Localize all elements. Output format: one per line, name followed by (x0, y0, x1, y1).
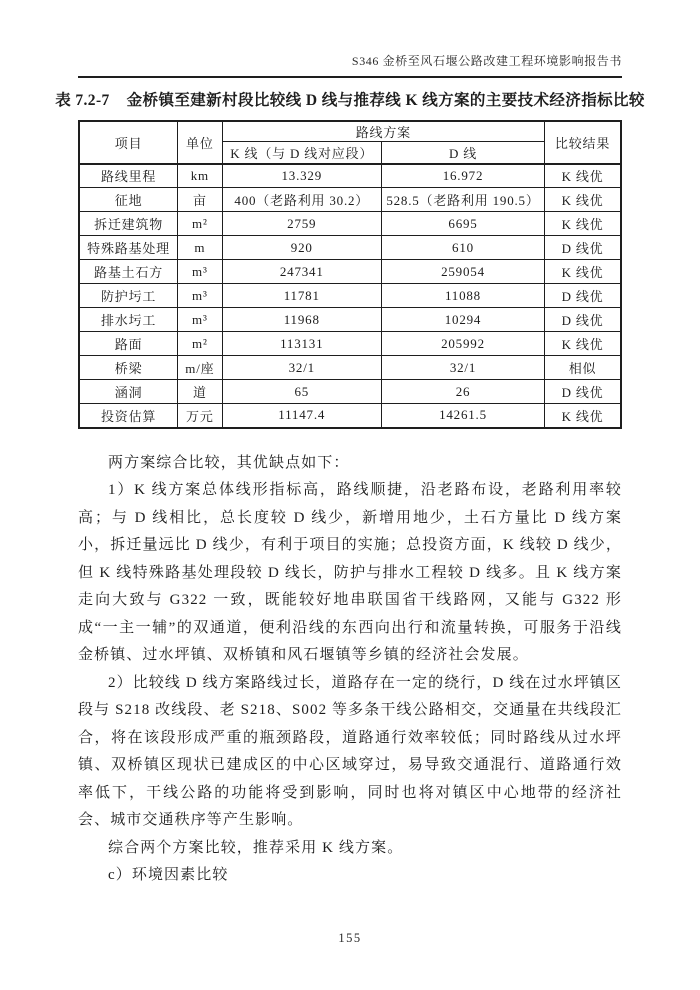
table-row (79, 380, 621, 404)
row-k-value: 11968 (222, 308, 381, 332)
row-d-value: 6695 (381, 212, 544, 236)
body-paragraph: c）环境因素比较 (108, 867, 229, 883)
row-unit: m² (178, 212, 222, 236)
body-paragraph: 1）K 线方案总体线形指标高，路线顺捷，沿老路布设，老路利用率较高；与 D 线相比，总长度较 D 线少，新增用地少，土石方量比 D 线方案小，拆迁量远比 D 线少，有利于项目的实施；总投资方面，K 线较 D 线少，但 K 线特殊路基处理段较 D 线长，防护与排水工程较 D 线多。且 K 线方案走向大致与 G322 一致，既能较好地串联国省干线路网，又能与 G322 形成“一主一辅”的双通道，便利沿线的东西向出行和流量转换，可服务于沿线金桥镇、过水坪镇、双桥镇和风石堰镇等乡镇的经济社会发展。 (78, 482, 622, 663)
row-k-value: 247341 (222, 260, 381, 284)
row-unit: 万元 (178, 404, 222, 428)
row-d-value: 528.5（老路利用 190.5） (381, 188, 544, 212)
row-unit: m (178, 236, 222, 260)
row-k-value: 65 (222, 380, 381, 404)
body-paragraph: 两方案综合比较，其优缺点如下： (108, 454, 350, 471)
row-d-value: 10294 (381, 308, 544, 332)
row-result: K 线优 (545, 260, 621, 284)
table-row (79, 164, 621, 188)
row-result: K 线优 (545, 332, 621, 356)
row-item: 特殊路基处理 (79, 236, 178, 260)
table-row (79, 404, 621, 428)
table-row (79, 308, 621, 332)
row-item: 涵洞 (79, 380, 178, 404)
row-d-value: 259054 (381, 260, 544, 284)
row-unit: 道 (178, 380, 222, 404)
row-d-value: 14261.5 (381, 404, 544, 428)
column-header-unit: 单位 (178, 121, 222, 164)
row-result: D 线优 (545, 236, 621, 260)
column-header-k-line: K 线（与 D 线对应段） (222, 142, 381, 164)
row-result: K 线优 (545, 212, 621, 236)
row-unit: m² (178, 332, 222, 356)
row-k-value: 11781 (222, 284, 381, 308)
row-d-value: 11088 (381, 284, 544, 308)
row-result: K 线优 (545, 164, 621, 188)
row-item: 防护圬工 (79, 284, 178, 308)
row-result: K 线优 (545, 404, 621, 428)
row-unit: m³ (178, 284, 222, 308)
row-result: D 线优 (545, 308, 621, 332)
row-item: 投资估算 (79, 404, 178, 428)
row-result: 相似 (545, 356, 621, 380)
page-header (78, 54, 622, 69)
table-caption-text: 金桥镇至建新村段比较线 D 线与推荐线 K 线方案的主要技术经济指标比较 (126, 92, 645, 109)
row-unit: 亩 (178, 188, 222, 212)
row-d-value: 26 (381, 380, 544, 404)
report-title: S346 金桥至风石堰公路改建工程环境影响报告书 (351, 54, 622, 68)
body-paragraph: 2）比较线 D 线方案路线过长，道路存在一定的绕行，D 线在过水坪镇区段与 S218 改线段、老 S218、S002 等多条干线公路相交，交通量在共线段汇合，将在该段形成严重的瓶颈路段，道路通行效率较低；同时路线从过水坪镇、双桥镇区现状已建成区的中心区域穿过，易导致交通混行、道路通行效率低下，干线公路的功能将受到影响，同时也将对镇区中心地带的经济社会、城市交通秩序等产生影响。 (78, 674, 622, 828)
table-row (79, 260, 621, 284)
header-rule (78, 76, 622, 78)
table-row (79, 188, 621, 212)
column-header-d-line: D 线 (381, 142, 544, 164)
row-unit: m³ (178, 308, 222, 332)
row-item: 路基土石方 (79, 260, 178, 284)
row-result: K 线优 (545, 188, 621, 212)
row-k-value: 11147.4 (222, 404, 381, 428)
row-k-value: 13.329 (222, 164, 381, 188)
row-result: D 线优 (545, 284, 621, 308)
column-header-result: 比较结果 (545, 121, 621, 164)
table-head (79, 121, 621, 164)
table-caption-label: 表 7.2-7 (55, 92, 110, 109)
row-k-value: 113131 (222, 332, 381, 356)
table-row (79, 284, 621, 308)
row-d-value: 16.972 (381, 164, 544, 188)
row-item: 拆迁建筑物 (79, 212, 178, 236)
row-unit: m/座 (178, 356, 222, 380)
row-unit: m³ (178, 260, 222, 284)
column-header-scheme-group: 路线方案 (222, 121, 544, 142)
row-d-value: 32/1 (381, 356, 544, 380)
row-k-value: 32/1 (222, 356, 381, 380)
row-item: 征地 (79, 188, 178, 212)
table-row (79, 236, 621, 260)
row-item: 路面 (79, 332, 178, 356)
row-unit: km (178, 164, 222, 188)
column-header-item: 项目 (79, 121, 178, 164)
table-row (79, 356, 621, 380)
table-caption (55, 91, 645, 110)
comparison-table (78, 120, 622, 429)
row-result: D 线优 (545, 380, 621, 404)
page-number: 155 (338, 931, 362, 945)
row-k-value: 2759 (222, 212, 381, 236)
row-item: 桥梁 (79, 356, 178, 380)
row-item: 排水圬工 (79, 308, 178, 332)
body-text (78, 450, 622, 890)
table-body (79, 164, 621, 428)
row-d-value: 610 (381, 236, 544, 260)
row-d-value: 205992 (381, 332, 544, 356)
row-item: 路线里程 (79, 164, 178, 188)
row-k-value: 920 (222, 236, 381, 260)
table-row (79, 212, 621, 236)
table-row (79, 332, 621, 356)
row-k-value: 400（老路利用 30.2） (222, 188, 381, 212)
body-paragraph: 综合两个方案比较，推荐采用 K 线方案。 (108, 839, 404, 856)
